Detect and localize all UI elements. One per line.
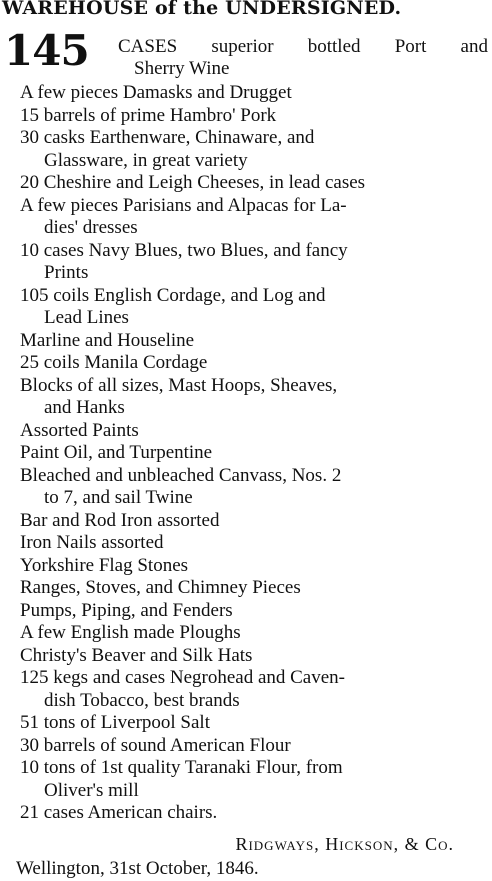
goods-list-item <box>20 645 492 668</box>
goods-item-continuation: Oliver's mill <box>44 779 139 801</box>
goods-item-line: Paint Oil, and Turpentine <box>20 442 213 463</box>
goods-item-line: Christy's Beaver and Silk Hats <box>20 644 253 666</box>
goods-item-line: 25 coils Manila Cordage <box>20 352 208 373</box>
goods-list-item <box>20 555 492 578</box>
goods-item-line: Pumps, Piping, and Fenders <box>20 599 233 621</box>
goods-item-continuation: Prints <box>44 262 89 283</box>
goods-list-item <box>20 735 492 758</box>
goods-item-line: Iron Nails assorted <box>20 532 164 553</box>
lead-item-line-1: CASES superior bottled Port and <box>118 36 488 57</box>
goods-list-item <box>20 105 492 128</box>
goods-list-item <box>20 442 492 465</box>
goods-list-item <box>20 375 492 420</box>
goods-list-item <box>20 352 492 375</box>
goods-list-item <box>20 240 492 285</box>
goods-list-item <box>20 510 492 533</box>
goods-list-item <box>20 465 492 510</box>
goods-list-item <box>20 532 492 555</box>
goods-item-line: 125 kegs and cases Negrohead and Caven- <box>20 667 345 688</box>
goods-item-continuation: Glassware, in great variety <box>44 149 248 171</box>
goods-item-continuation: and Hanks <box>44 397 125 418</box>
goods-item-line: A few pieces Damasks and Drugget <box>20 82 292 103</box>
goods-list-item <box>20 285 492 330</box>
goods-item-line: 105 coils English Cordage, and Log and <box>20 284 326 306</box>
goods-item-line: 15 barrels of prime Hambro' Pork <box>20 104 277 126</box>
advertisement-heading: WAREHOUSE of the UNDERSIGNED. <box>2 0 402 19</box>
goods-item-continuation: dish Tobacco, best brands <box>44 689 240 711</box>
goods-item-line: 10 tons of 1st quality Taranaki Flour, from <box>20 757 343 778</box>
goods-list-item <box>20 600 492 623</box>
goods-list-item <box>20 712 492 735</box>
goods-list-item <box>20 622 492 645</box>
lead-item-line-2: Sherry Wine <box>134 58 230 79</box>
goods-item-continuation: to 7, and sail Twine <box>44 487 193 508</box>
goods-item-line: 51 tons of Liverpool Salt <box>20 712 210 733</box>
goods-item-line: 30 casks Earthenware, Chinaware, and <box>20 127 315 148</box>
goods-item-line: Marline and Houseline <box>20 329 195 351</box>
goods-item-line: Bleached and unbleached Canvass, Nos. 2 <box>20 464 342 486</box>
goods-item-line: 30 barrels of sound American Flour <box>20 734 291 756</box>
goods-item-line: Yorkshire Flag Stones <box>20 554 189 576</box>
goods-item-line: 10 cases Navy Blues, two Blues, and fancy <box>20 239 348 261</box>
goods-item-continuation: dies' dresses <box>44 217 138 238</box>
goods-item-line: Ranges, Stoves, and Chimney Pieces <box>20 577 301 598</box>
goods-list-item <box>20 172 492 195</box>
lead-item-number: 145 <box>4 26 89 75</box>
goods-item-line: 20 Cheshire and Leigh Cheeses, in lead cases <box>20 172 366 193</box>
goods-item-continuation: Lead Lines <box>44 307 129 328</box>
lead-item-text <box>118 36 488 80</box>
goods-item-line: 21 cases American chairs. <box>20 802 218 823</box>
goods-item-line: Assorted Paints <box>20 419 139 441</box>
merchant-signature: Ridgways, Hickson, & Co. <box>235 834 454 854</box>
goods-list-item <box>20 577 492 600</box>
goods-item-line: A few pieces Parisians and Alpacas for La- <box>20 194 347 216</box>
goods-list-item <box>20 195 492 240</box>
goods-item-line: A few English made Ploughs <box>20 622 241 643</box>
goods-list-item <box>20 420 492 443</box>
goods-item-line: Bar and Rod Iron assorted <box>20 509 220 531</box>
goods-list-item <box>20 757 492 802</box>
goods-list-item <box>20 667 492 712</box>
goods-list-item <box>20 330 492 353</box>
goods-list-item <box>20 82 492 105</box>
goods-list <box>20 82 492 825</box>
goods-list-item <box>20 802 492 825</box>
dateline: Wellington, 31st October, 1846. <box>16 858 259 879</box>
goods-list-item <box>20 127 492 172</box>
goods-item-line: Blocks of all sizes, Mast Hoops, Sheaves, <box>20 374 338 396</box>
